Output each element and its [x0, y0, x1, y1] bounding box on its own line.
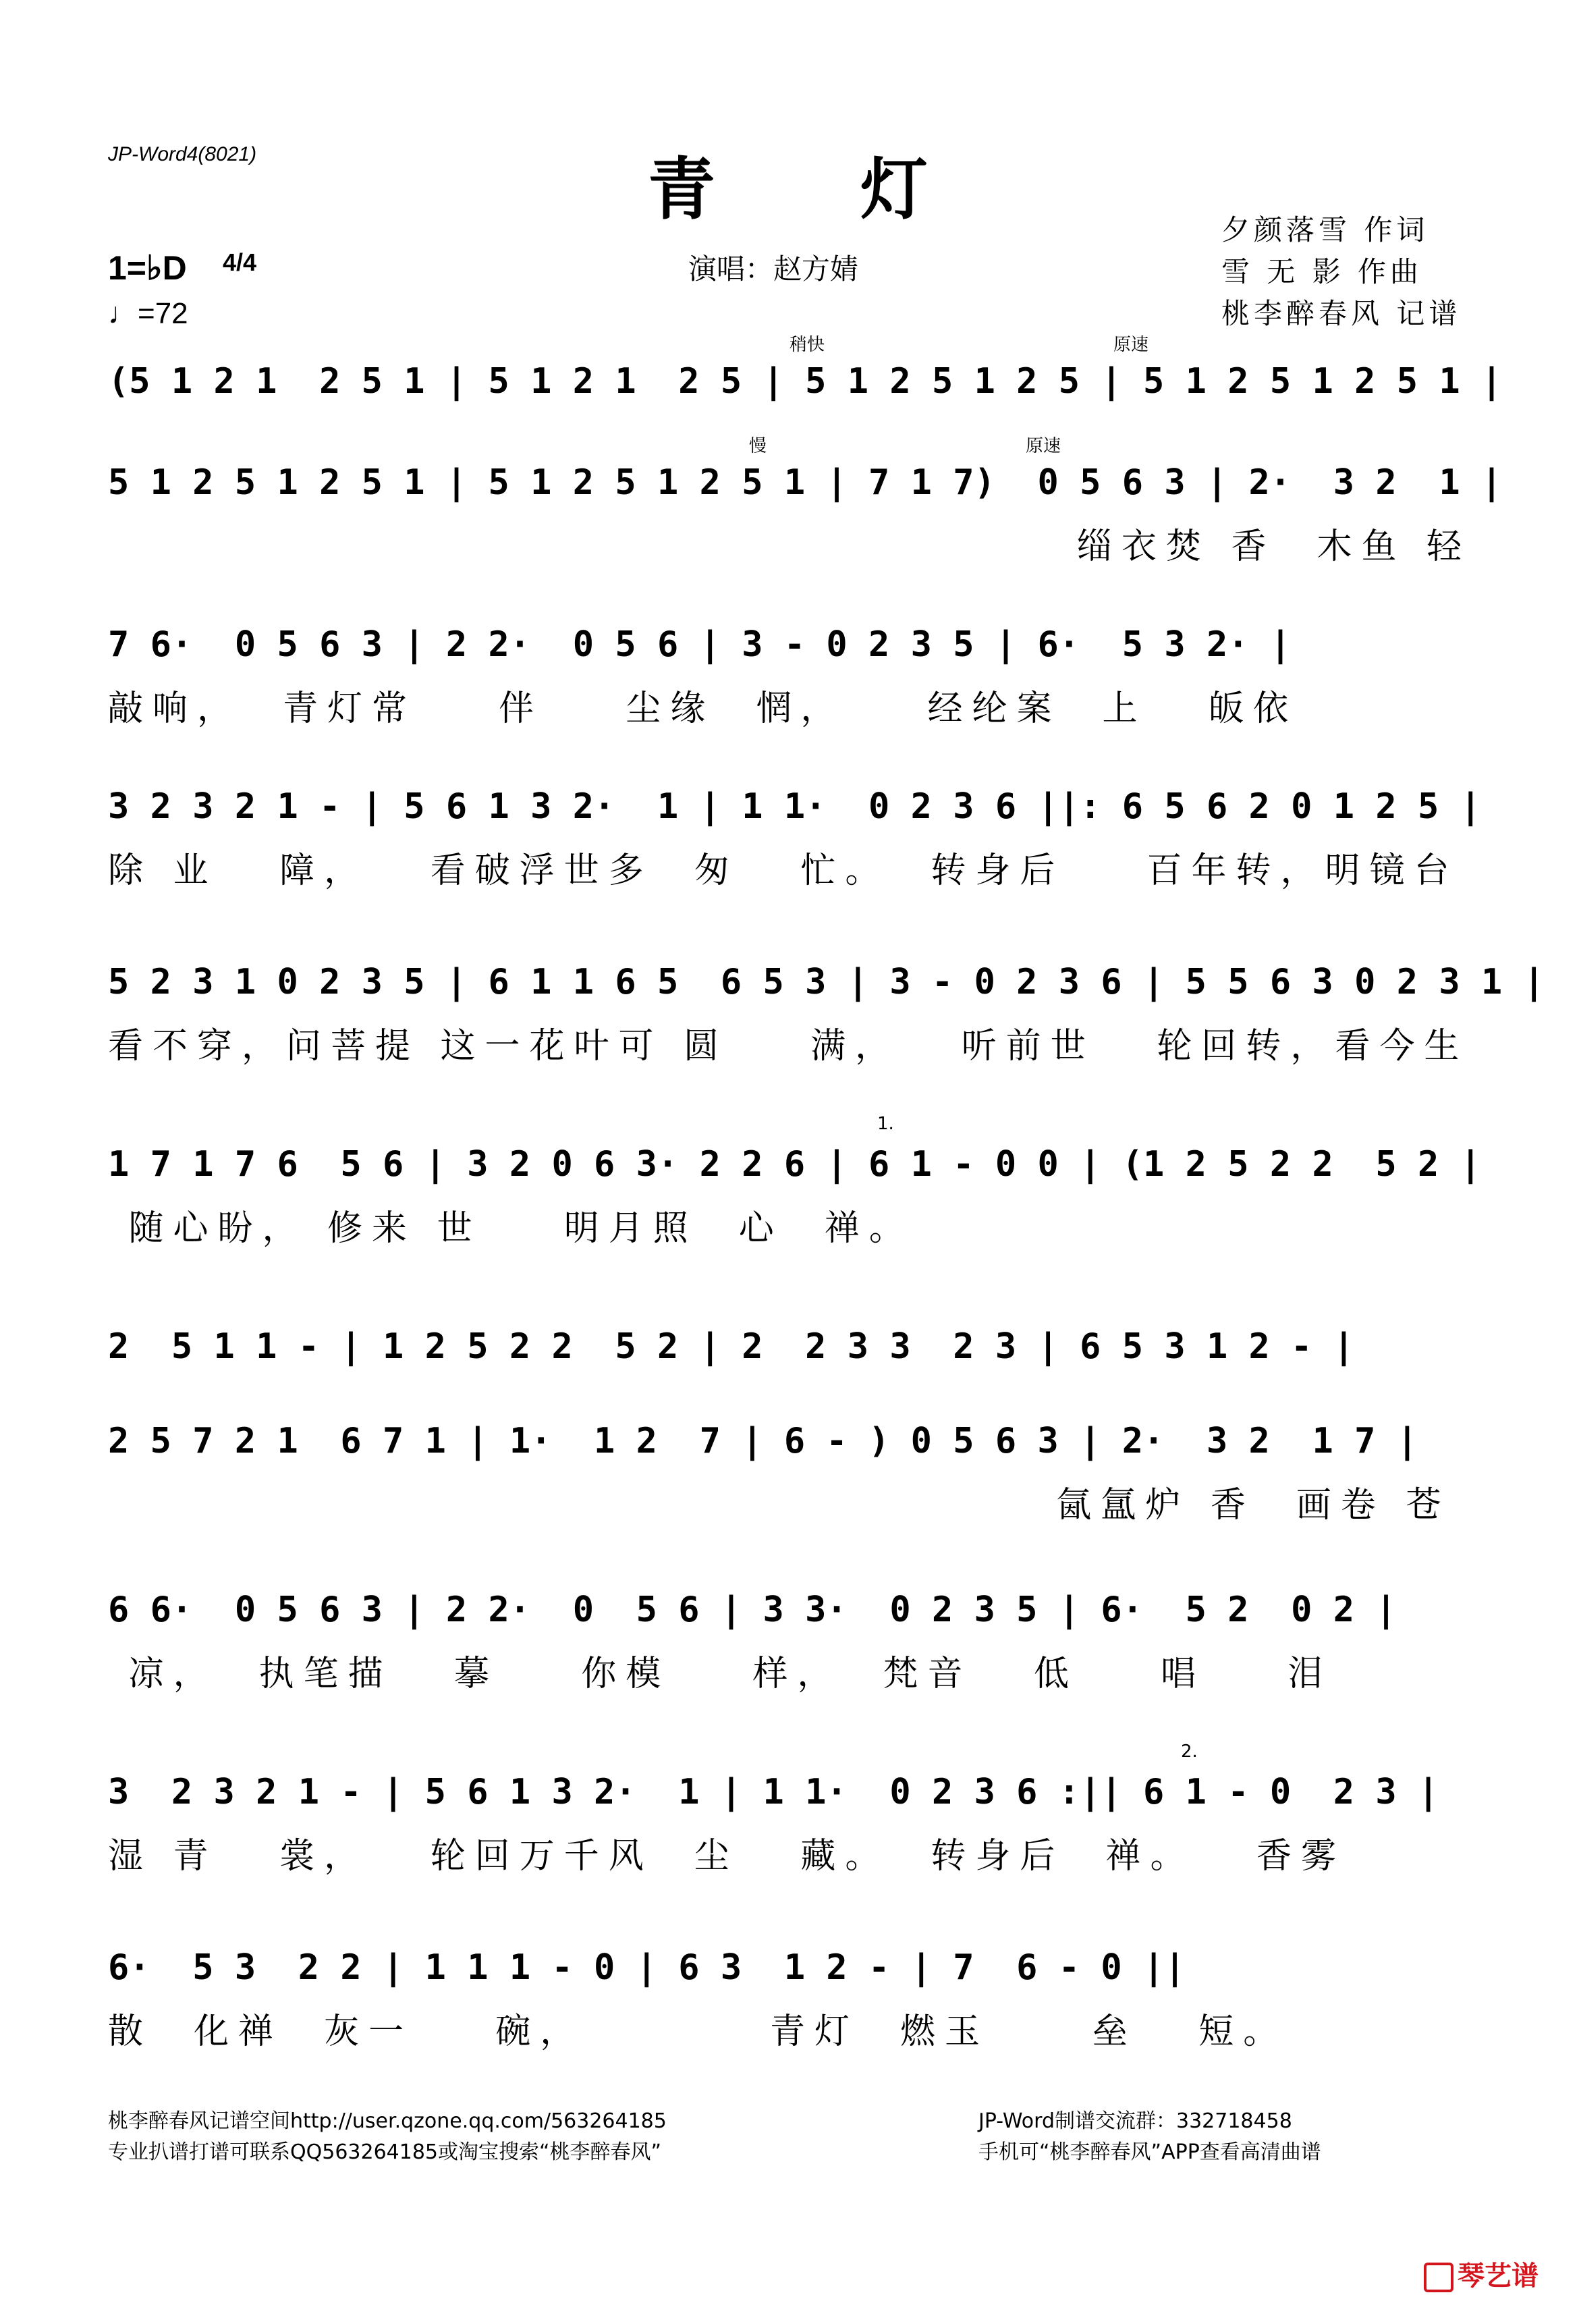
logo-icon	[1424, 2263, 1453, 2292]
volta-mark: 1.	[877, 1114, 894, 1134]
lyrics-line: 氤氲炉 香 画卷 苍	[1056, 1485, 1471, 1525]
singer-line: 演唱：赵方婧	[688, 252, 859, 286]
notation-line: 5 2 3 1 0 2 3 5 | 6 1 1 6 5 6 5 3 | 3 - 0 2 3 6 | 5 5 6 3 0 2 3 1 |	[108, 962, 1545, 1002]
tempo-marking: ♩=72	[108, 297, 188, 330]
software-tag: JP-Word4(8021)	[108, 143, 257, 165]
notation-line: 2 5 1 1 - | 1 2 5 2 2 5 2 | 2 2 3 3 2 3 | 6 5 3 1 2 - |	[108, 1326, 1355, 1367]
credit-composer: 雪 无 影 作曲	[1221, 255, 1423, 288]
credit-lyricist: 夕颜落雪 作词	[1221, 213, 1429, 246]
notation-line: 7 6· 0 5 6 3 | 2 2· 0 5 6 | 3 - 0 2 3 5 | 6· 5 3 2· |	[108, 624, 1292, 665]
score-row-8	[108, 1411, 1471, 1546]
lyrics-line: 缁衣焚 香 木鱼 轻	[1076, 526, 1471, 567]
lyrics-line: 散 化禅 灰一 碗， 青灯 燃玉 垒 短。	[108, 2011, 1288, 2052]
score-row-9	[108, 1579, 1471, 1714]
footer-right-line2: 手机可“桃李醉春风”APP查看高清曲谱	[978, 2140, 1321, 2164]
notation-line: 1 7 1 7 6 5 6 | 3 2 0 6 3· 2 2 6 | 6 1 - 0 0 | (1 2 5 2 2 5 2 |	[108, 1144, 1481, 1185]
notation-line: 6 6· 0 5 6 3 | 2 2· 0 5 6 | 3 3· 0 2 3 5 | 6· 5 2 0 2 |	[108, 1590, 1397, 1630]
notation-line: 2 5 7 2 1 6 7 1 | 1· 1 2 7 | 6 - ) 0 5 6 3 | 2· 3 2 1 7 |	[108, 1421, 1418, 1461]
key-signature: 1=♭D	[108, 249, 187, 287]
tempo-mark: 原速	[1026, 436, 1061, 456]
volta-mark: 2.	[1181, 1741, 1198, 1762]
site-logo	[1424, 2254, 1539, 2293]
lyrics-line: 敲响， 青灯常 伴 尘缘 惘， 经纶案 上 皈依	[108, 688, 1298, 729]
lyrics-line: 凉， 执笔描 摹 你模 样， 梵音 低 唱 泪	[108, 1654, 1333, 1694]
credit-transcriber: 桃李醉春风 记谱	[1221, 297, 1462, 330]
notation-line: 3 2 3 2 1 - | 5 6 1 3 2· 1 | 1 1· 0 2 3 6 ||: 6 5 6 2 0 1 2 5 |	[108, 786, 1481, 827]
footer-left-line1: 桃李醉春风记谱空间http://user.qzone.qq.com/563264185	[108, 2109, 667, 2133]
notation-line: 3 2 3 2 1 - | 5 6 1 3 2· 1 | 1 1· 0 2 3 6 :|| 6 1 - 0 2 3 |	[108, 1772, 1439, 1812]
score-row-6	[108, 1114, 1481, 1269]
score-row-4	[108, 776, 1481, 911]
footer-right-line1: JP-Word制谱交流群：332718458	[978, 2109, 1292, 2133]
score-row-11	[108, 1937, 1471, 2072]
score-row-1	[108, 335, 1503, 432]
tempo-mark: 原速	[1113, 335, 1149, 355]
score-row-7	[108, 1316, 1471, 1397]
footer-right	[978, 2106, 1321, 2168]
notation-line: (5 1 2 1 2 5 1 | 5 1 2 1 2 5 | 5 1 2 5 1 2 5 | 5 1 2 5 1 2 5 1 |	[108, 361, 1503, 402]
logo-text: 琴艺谱	[1458, 2261, 1539, 2292]
lyrics-line: 看不穿，问菩提 这一花叶可 圆 满， 听前世 轮回转，看今生	[108, 1026, 1469, 1066]
footer-left-line2: 专业扒谱打谱可联系QQ563264185或淘宝搜索“桃李醉春风”	[108, 2140, 662, 2164]
notation-line: 5 1 2 5 1 2 5 1 | 5 1 2 5 1 2 5 1 | 7 1 7) 0 5 6 3 | 2· 3 2 1 |	[108, 462, 1503, 503]
score-row-10	[108, 1741, 1471, 1897]
credits-block	[1221, 209, 1461, 335]
lyrics-line: 随心盼， 修来 世 明月照 心 禅。	[108, 1208, 914, 1249]
song-title: 青 灯	[648, 150, 989, 229]
lyrics-line: 除 业 障， 看破浮世多 匆 忙。 转身后 百年转，明镜台	[108, 850, 1459, 891]
score-row-3	[108, 614, 1471, 749]
tempo-mark: 慢	[749, 436, 767, 456]
score-row-5	[108, 952, 1545, 1087]
time-signature: 4/4	[223, 248, 257, 276]
tempo-mark: 稍快	[790, 335, 825, 355]
score-row-2	[108, 436, 1503, 587]
footer-left	[108, 2106, 667, 2168]
lyrics-line: 湿 青 裳， 轮回万千风 尘 藏。 转身后 禅。 香雾	[108, 1836, 1346, 1876]
notation-line: 6· 5 3 2 2 | 1 1 1 - 0 | 6 3 1 2 - | 7 6 - 0 ||	[108, 1947, 1186, 1988]
